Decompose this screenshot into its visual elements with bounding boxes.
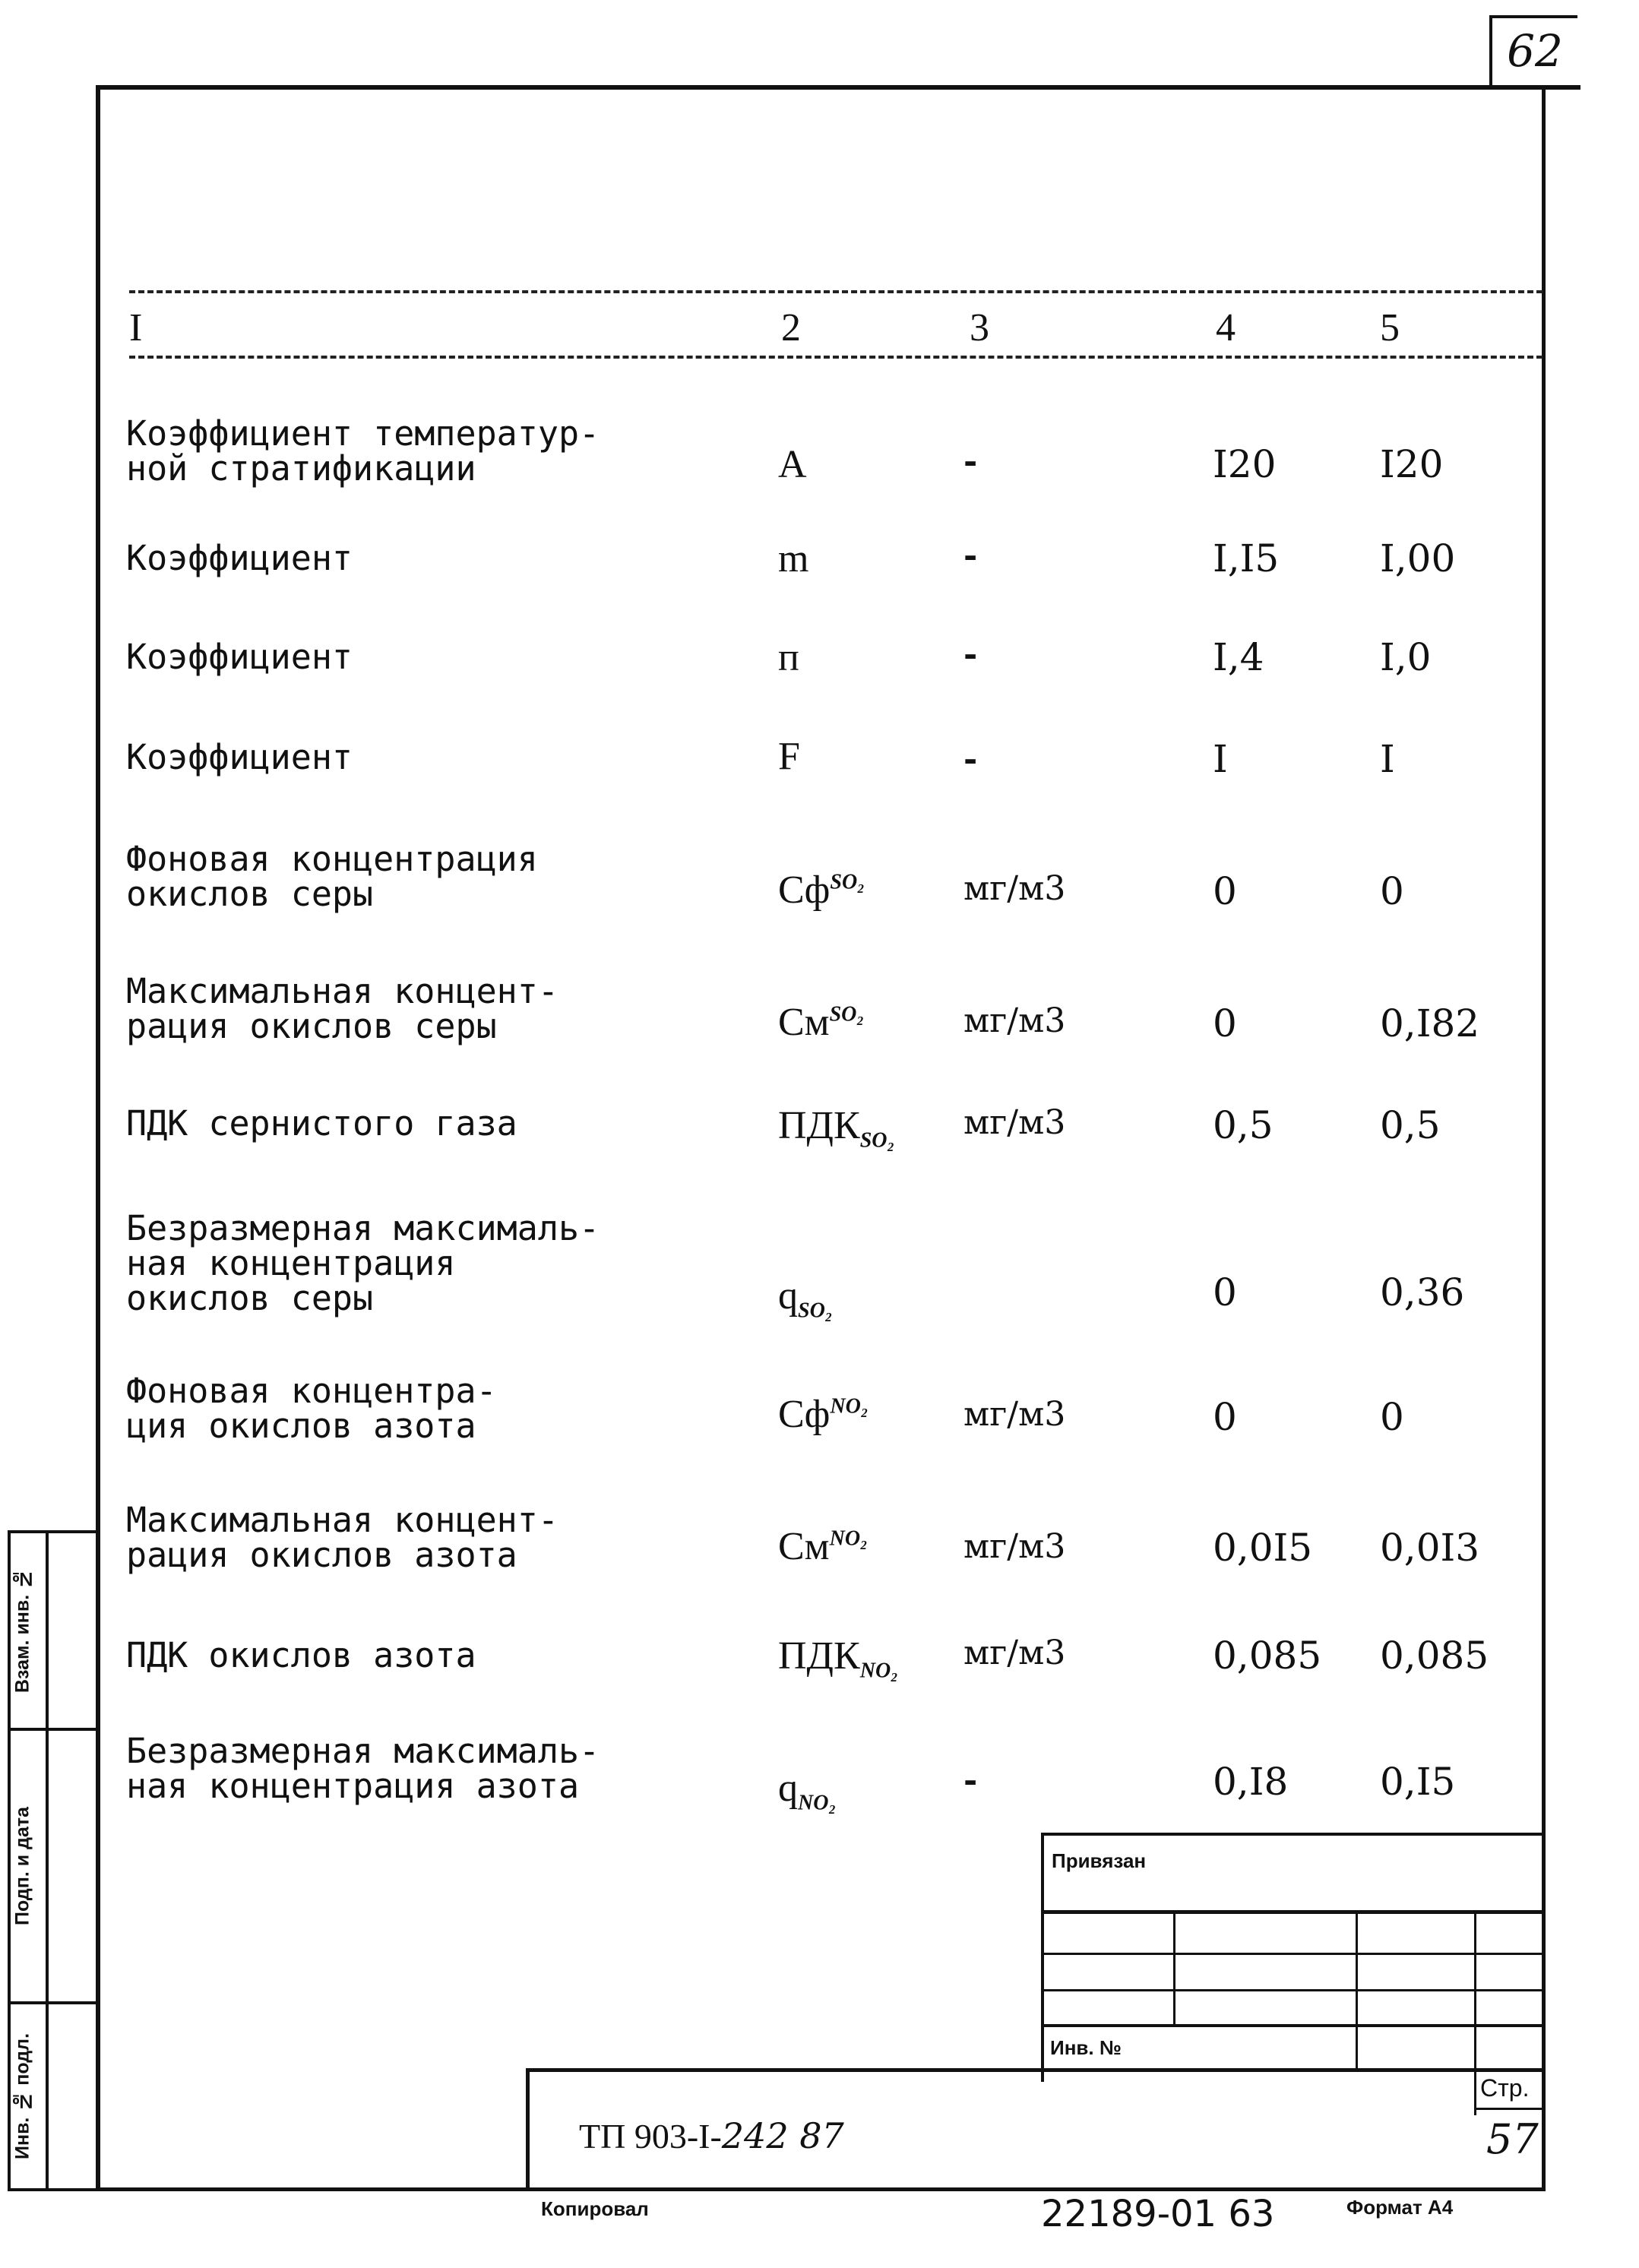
tb-line xyxy=(8,2188,96,2191)
row-value-4: I,4 xyxy=(1213,635,1264,679)
page-number: 57 xyxy=(1486,2115,1539,2163)
row-value-4: I20 xyxy=(1213,442,1277,486)
format-label: Формат А4 xyxy=(1346,2196,1454,2219)
row-unit: мг/м3 xyxy=(963,1103,1066,1142)
row-value-5: 0,36 xyxy=(1380,1270,1465,1314)
row-value-4: 0,5 xyxy=(1213,1103,1274,1147)
column-header-4: 4 xyxy=(1216,306,1236,350)
row-unit: - xyxy=(963,442,978,481)
tb-line xyxy=(1041,2024,1546,2027)
tb-line xyxy=(46,1530,49,2191)
tb-line xyxy=(1041,1953,1546,1955)
row-unit: - xyxy=(963,1761,978,1800)
row-label: Коэффициент xyxy=(126,637,353,677)
row-value-4: I,I5 xyxy=(1213,536,1280,580)
row-value-4: 0,085 xyxy=(1213,1634,1322,1678)
row-unit: мг/м3 xyxy=(963,869,1066,908)
row-value-5: 0 xyxy=(1380,869,1404,913)
symbol-superscript: SO₂ xyxy=(829,1002,865,1026)
row-symbol: $Сф^{NO_2}$ xyxy=(778,1393,869,1436)
row-value-5: 0,0I3 xyxy=(1380,1526,1480,1570)
row-label: Максимальная концент- рация окислов серы xyxy=(126,971,558,1046)
tb-line xyxy=(1356,1910,1358,2070)
row-unit: - xyxy=(963,635,978,674)
row-label: Коэффициент температур- ной стратификации xyxy=(126,413,600,489)
kopiroval-label: Копировал xyxy=(541,2197,649,2220)
row-unit: - xyxy=(963,536,978,575)
row-unit: - xyxy=(963,740,978,779)
row-value-5: I,0 xyxy=(1380,635,1432,679)
symbol-superscript: NO₂ xyxy=(830,1394,869,1419)
tb-line xyxy=(1041,1910,1546,1914)
row-label: ПДК окислов азота xyxy=(126,1635,476,1675)
row-symbol: $Сф^{SO_2}$ xyxy=(778,868,865,912)
row-label: Коэффициент xyxy=(126,538,353,578)
row-unit: мг/м3 xyxy=(963,1001,1066,1040)
tb-line xyxy=(526,2068,1546,2072)
row-label: Безразмерная максималь- ная концентрация азота xyxy=(126,1731,600,1806)
column-header-5: 5 xyxy=(1380,306,1400,350)
row-value-5: 0,I5 xyxy=(1380,1760,1456,1804)
privyazan-label: Привязан xyxy=(1052,1849,1147,1872)
row-value-5: I,00 xyxy=(1380,536,1456,580)
header-top-dash xyxy=(129,290,1542,293)
column-header-1: I xyxy=(129,306,143,350)
row-unit: мг/м3 xyxy=(963,1634,1066,1672)
symbol-subscript: NO₂ xyxy=(798,1791,837,1815)
tb-line xyxy=(526,2068,530,2191)
row-value-4: I xyxy=(1213,737,1228,781)
row-symbol: $q_{SO_2}$ xyxy=(778,1274,833,1323)
stamp-podp-data: Подп. и дата xyxy=(11,1807,33,1926)
row-symbol: A xyxy=(778,443,807,486)
row-unit: мг/м3 xyxy=(963,1527,1066,1566)
row-value-5: 0,5 xyxy=(1380,1103,1441,1147)
row-symbol: $ПДК_{NO_2}$ xyxy=(778,1634,898,1683)
row-value-5: 0,I82 xyxy=(1380,1001,1480,1045)
column-header-3: 3 xyxy=(970,306,989,350)
row-symbol: $См^{NO_2}$ xyxy=(778,1525,868,1568)
row-symbol: m xyxy=(778,537,809,580)
row-symbol: $q_{NO_2}$ xyxy=(778,1767,837,1815)
row-label: Фоновая концентрация окислов серы xyxy=(126,839,538,914)
row-label: ПДК сернистого газа xyxy=(126,1103,517,1143)
inv-number-label: Инв. № xyxy=(1050,2036,1122,2059)
stamp-vzam-inv: Взам. инв. № xyxy=(11,1567,33,1694)
tb-line xyxy=(1474,2108,1546,2110)
tb-line xyxy=(1041,1833,1044,2082)
document-code-handwritten: 242 87 xyxy=(721,2115,844,2156)
row-value-5: 0 xyxy=(1380,1395,1404,1439)
row-value-5: 0,085 xyxy=(1380,1634,1489,1678)
tb-line xyxy=(1173,1910,1175,2024)
row-symbol: $ПДК_{SO_2}$ xyxy=(778,1104,895,1153)
row-label: Безразмерная максималь- ная концентрация окислов серы xyxy=(126,1208,600,1318)
row-symbol: п xyxy=(778,636,799,679)
row-symbol: F xyxy=(778,735,800,778)
row-label: Максимальная концент- рация окислов азота xyxy=(126,1500,558,1575)
stamp-inv-podl: Инв. № подл. xyxy=(11,2033,33,2160)
column-header-2: 2 xyxy=(781,306,801,350)
tb-line xyxy=(1041,1989,1546,1991)
row-label: Фоновая концентра- ция окислов азота xyxy=(126,1371,497,1446)
symbol-subscript: NO₂ xyxy=(859,1659,898,1683)
row-label: Коэффициент xyxy=(126,737,353,777)
order-number: 22189-01 63 xyxy=(1041,2193,1275,2235)
row-value-5: I xyxy=(1380,737,1395,781)
row-value-4: 0 xyxy=(1213,1001,1237,1045)
row-value-4: 0 xyxy=(1213,1395,1237,1439)
row-value-4: 0 xyxy=(1213,869,1237,913)
symbol-subscript: SO₂ xyxy=(859,1128,895,1153)
symbol-subscript: SO₂ xyxy=(798,1298,833,1323)
tb-line xyxy=(1041,1833,1546,1836)
page-label: Стр. xyxy=(1480,2074,1530,2102)
symbol-superscript: NO₂ xyxy=(829,1526,868,1551)
header-bottom-dash xyxy=(129,356,1542,359)
row-symbol: $См^{SO_2}$ xyxy=(778,1001,865,1044)
row-value-5: I20 xyxy=(1380,442,1444,486)
tb-line xyxy=(1474,1910,1476,2115)
row-value-4: 0,I8 xyxy=(1213,1760,1289,1804)
sheet-number: 62 xyxy=(1489,15,1577,88)
row-unit: мг/м3 xyxy=(963,1395,1066,1434)
symbol-superscript: SO₂ xyxy=(830,870,865,894)
row-value-4: 0,0I5 xyxy=(1213,1526,1313,1570)
document-code: ТП 903-I-242 87 xyxy=(579,2115,844,2156)
row-value-4: 0 xyxy=(1213,1270,1237,1314)
